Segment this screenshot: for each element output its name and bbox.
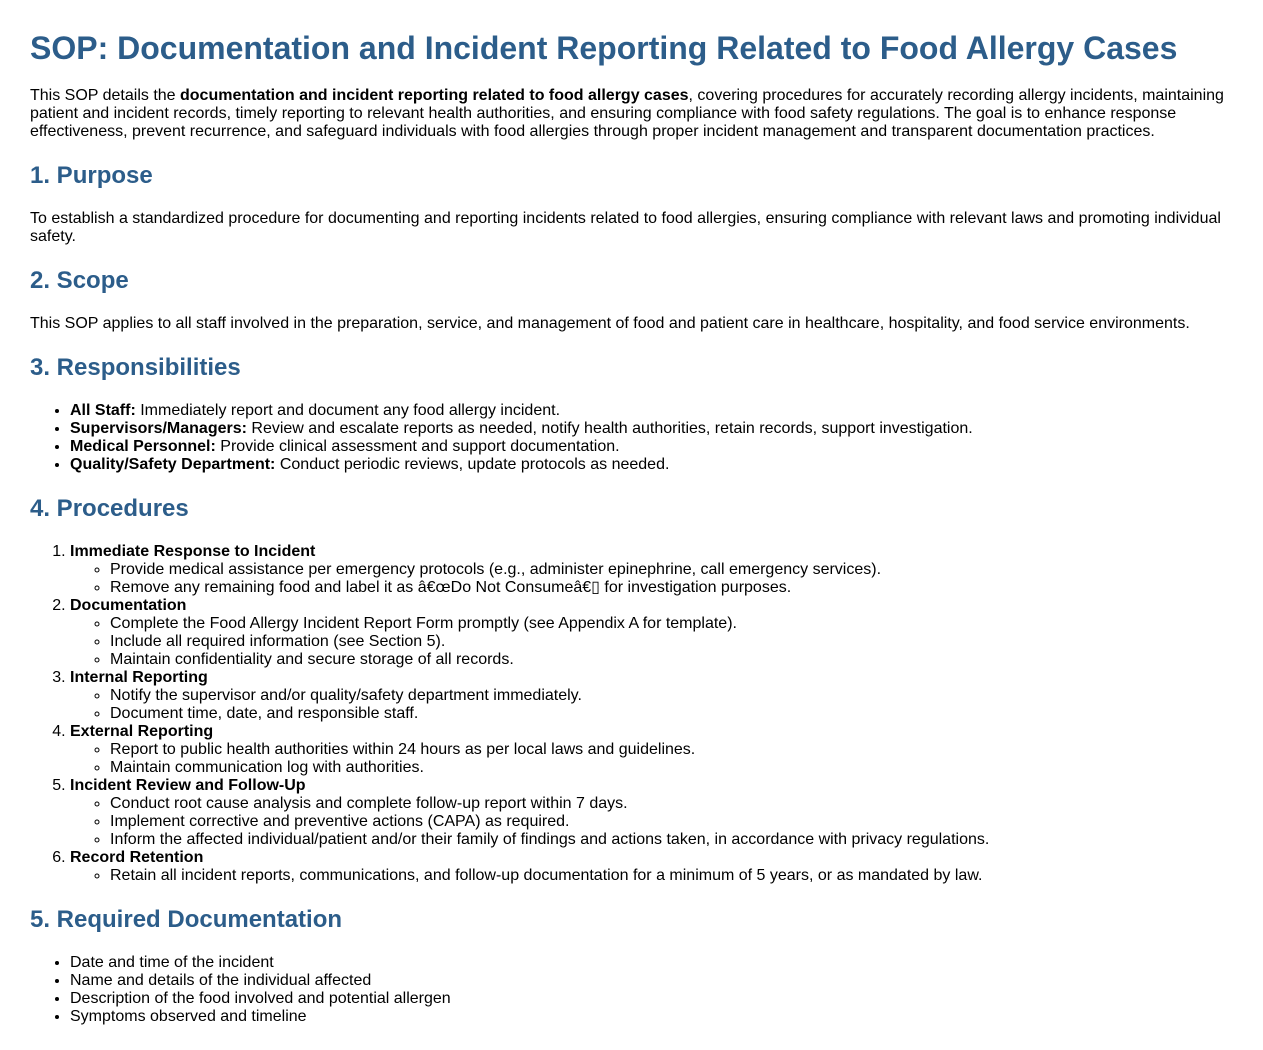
intro-text-after: , covering procedures for accurately recording allergy incidents, maintaining patient and incident records, timely reporting to relevant health authorities, and ensuring compliance with food safety regulations. The goal is to enhance response effectiveness, prevent recurrence, and safeguard individuals with food allergies through proper incident management and transparent documentation practices. [30, 87, 1224, 140]
procedures-list [30, 543, 1233, 885]
procedure-substep: ◦ Include all required information (see Section 5). [110, 633, 1233, 651]
responsibility-text: Provide clinical assessment and support documentation. [215, 438, 620, 455]
procedure-substeps [70, 561, 1233, 597]
list-item [70, 402, 1233, 420]
procedure-substep: ◦ Implement corrective and preventive actions (CAPA) as required. [110, 813, 1233, 831]
procedure-substep: ◦ Conduct root cause analysis and complete follow-up report within 7 days. [110, 795, 1233, 813]
list-item: • Date and time of the incident [70, 954, 1233, 972]
list-item [70, 438, 1233, 456]
procedure-step [70, 723, 1233, 777]
responsibility-role: Quality/Safety Department: [70, 456, 276, 473]
list-item [70, 456, 1233, 474]
responsibility-text: Immediately report and document any food allergy incident. [135, 402, 561, 419]
responsibility-text: Review and escalate reports as needed, notify health authorities, retain records, support investigation. [246, 420, 973, 437]
responsibilities-list [30, 402, 1233, 474]
responsibility-role: Medical Personnel: [70, 438, 216, 455]
procedure-step-title: External Reporting [70, 723, 214, 740]
procedure-substep: ◦ Remove any remaining food and label it as â€œDo Not Consumeâ€▯ for investigation purposes. [110, 579, 1233, 597]
procedure-substep: ◦ Maintain communication log with authorities. [110, 759, 1233, 777]
responsibilities-heading: 3. Responsibilities [30, 354, 241, 381]
document-page [0, 30, 1263, 1026]
procedure-substep: ◦ Complete the Food Allergy Incident Report Form promptly (see Appendix A for template). [110, 615, 1233, 633]
procedure-substeps [70, 687, 1233, 723]
responsibility-role: All Staff: [70, 402, 136, 419]
list-item: • Symptoms observed and timeline [70, 1008, 1233, 1026]
procedure-substep: ◦ Report to public health authorities within 24 hours as per local laws and guidelines. [110, 741, 1233, 759]
required-documentation-list [30, 954, 1233, 1026]
procedure-substep: ◦ Inform the affected individual/patient and/or their family of findings and actions taken, in accordance with privacy regulations. [110, 831, 1233, 849]
procedure-substeps [70, 741, 1233, 777]
procedure-step-title: Record Retention [70, 849, 204, 866]
scope-text: This SOP applies to all staff involved in the preparation, service, and management of food and patient care in healthcare, hospitality, and food service environments. [30, 315, 1190, 332]
responsibility-text: Conduct periodic reviews, update protocols as needed. [275, 456, 670, 473]
required-documentation-heading: 5. Required Documentation [30, 906, 343, 933]
procedure-substep: ◦ Maintain confidentiality and secure storage of all records. [110, 651, 1233, 669]
procedure-step-title: Immediate Response to Incident [70, 543, 316, 560]
procedure-step-title: Incident Review and Follow-Up [70, 777, 306, 794]
procedures-heading: 4. Procedures [30, 495, 189, 522]
intro-paragraph [30, 87, 1233, 141]
procedure-substeps [70, 615, 1233, 669]
procedure-substep: ◦ Retain all incident reports, communications, and follow-up documentation for a minimum of 5 years, or as mandated by law. [110, 867, 1233, 885]
procedure-substep: ◦ Provide medical assistance per emergency protocols (e.g., administer epinephrine, call emergency services). [110, 561, 1233, 579]
list-item: • Description of the food involved and potential allergen [70, 990, 1233, 1008]
procedure-substeps [70, 795, 1233, 849]
page-title: SOP: Documentation and Incident Reporting Related to Food Allergy Cases [30, 30, 1178, 66]
responsibility-role: Supervisors/Managers: [70, 420, 247, 437]
procedure-step-title: Internal Reporting [70, 669, 208, 686]
procedure-substep: ◦ Document time, date, and responsible staff. [110, 705, 1233, 723]
list-item [70, 420, 1233, 438]
intro-text-bold: documentation and incident reporting related to food allergy cases [180, 87, 689, 104]
procedure-step [70, 543, 1233, 597]
purpose-text: To establish a standardized procedure for documenting and reporting incidents related to food allergies, ensuring compliance with relevant laws and promoting individual safety. [30, 210, 1221, 245]
procedure-substep: ◦ Notify the supervisor and/or quality/safety department immediately. [110, 687, 1233, 705]
procedure-step [70, 597, 1233, 669]
list-item: • Name and details of the individual affected [70, 972, 1233, 990]
scope-heading: 2. Scope [30, 267, 129, 294]
procedure-substeps [70, 867, 1233, 885]
procedure-step [70, 777, 1233, 849]
intro-text-before: This SOP details the [30, 87, 180, 104]
procedure-step [70, 849, 1233, 885]
procedure-step-title: Documentation [70, 597, 187, 614]
purpose-heading: 1. Purpose [30, 162, 153, 189]
procedure-step [70, 669, 1233, 723]
